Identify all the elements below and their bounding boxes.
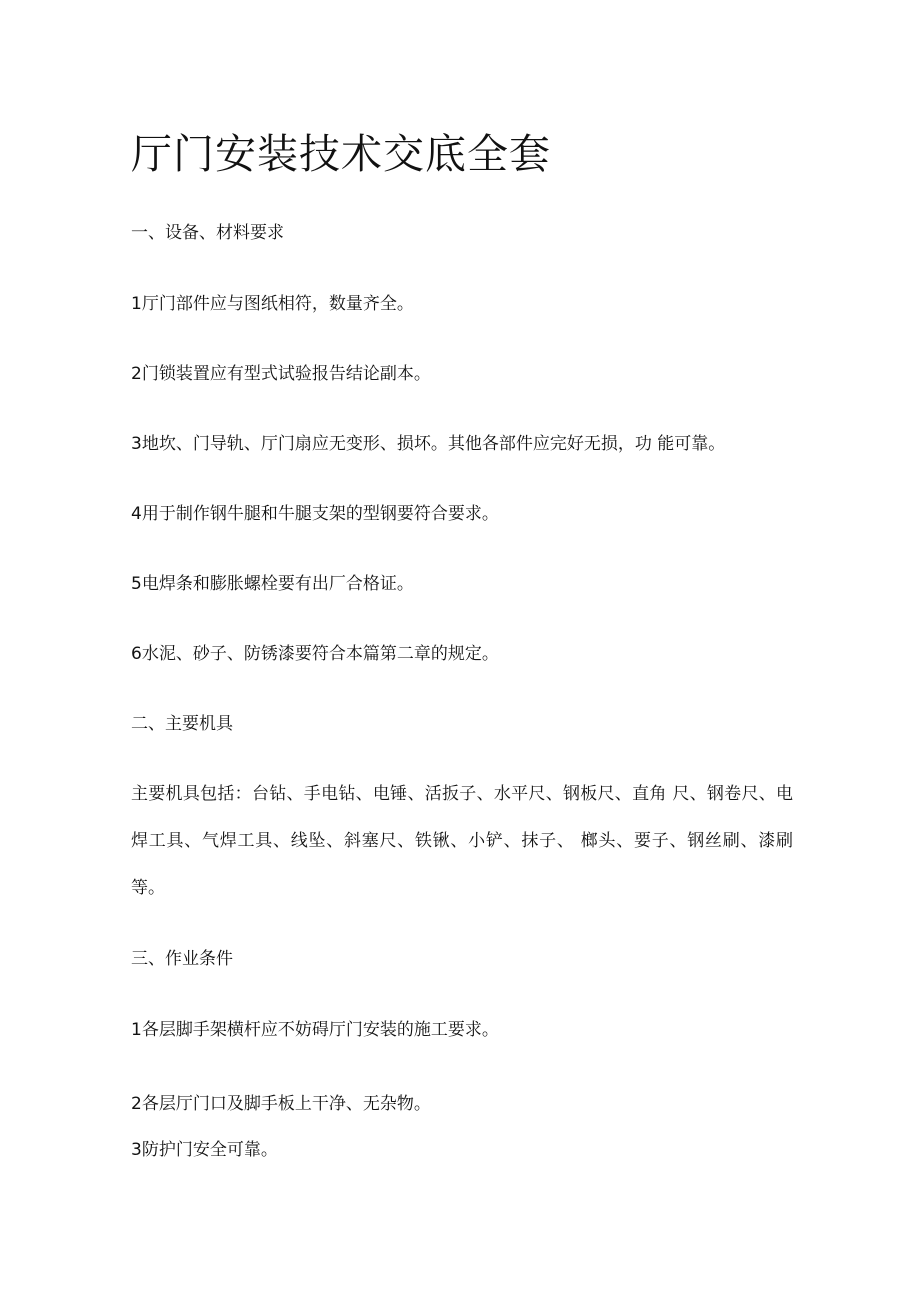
section-heading-work-conditions: 三、作业条件 — [131, 949, 233, 969]
equipment-item: 6水泥、砂子、防锈漆要符合本篇第二章的规定。 — [131, 644, 499, 664]
equipment-item: 3地坎、门导轨、厅门扇应无变形、损坏。其他各部件应完好无损，功 能可靠。 — [131, 434, 726, 454]
equipment-item: 4用于制作钢牛腿和牛腿支架的型钢要符合要求。 — [131, 504, 499, 524]
equipment-item: 2门锁装置应有型式试验报告结论副本。 — [131, 364, 431, 384]
section-heading-equipment-materials: 一、设备、材料要求 — [131, 223, 284, 243]
document-title: 厅门安装技术交底全套 — [131, 130, 551, 178]
equipment-item: 1厅门部件应与图纸相符，数量齐全。 — [131, 294, 414, 314]
equipment-item: 5电焊条和膨胀螺栓要有出厂合格证。 — [131, 574, 414, 594]
work-condition-item: 1各层脚手架横杆应不妨碍厅门安装的施工要求。 — [131, 1020, 499, 1040]
main-tools-paragraph: 主要机具包括：台钻、手电钻、电锤、活扳子、水平尺、钢板尺、直角 尺、钢卷尺、电焊工具、气焊工具、线坠、斜塞尺、铁锹、小铲、抹子、 榔头、要子、钢丝刷、漆刷等。 — [131, 784, 793, 898]
work-condition-item: 3防护门安全可靠。 — [131, 1140, 278, 1160]
section-heading-main-tools: 二、主要机具 — [131, 714, 233, 734]
work-condition-item: 2各层厅门口及脚手板上干净、无杂物。 — [131, 1094, 431, 1114]
